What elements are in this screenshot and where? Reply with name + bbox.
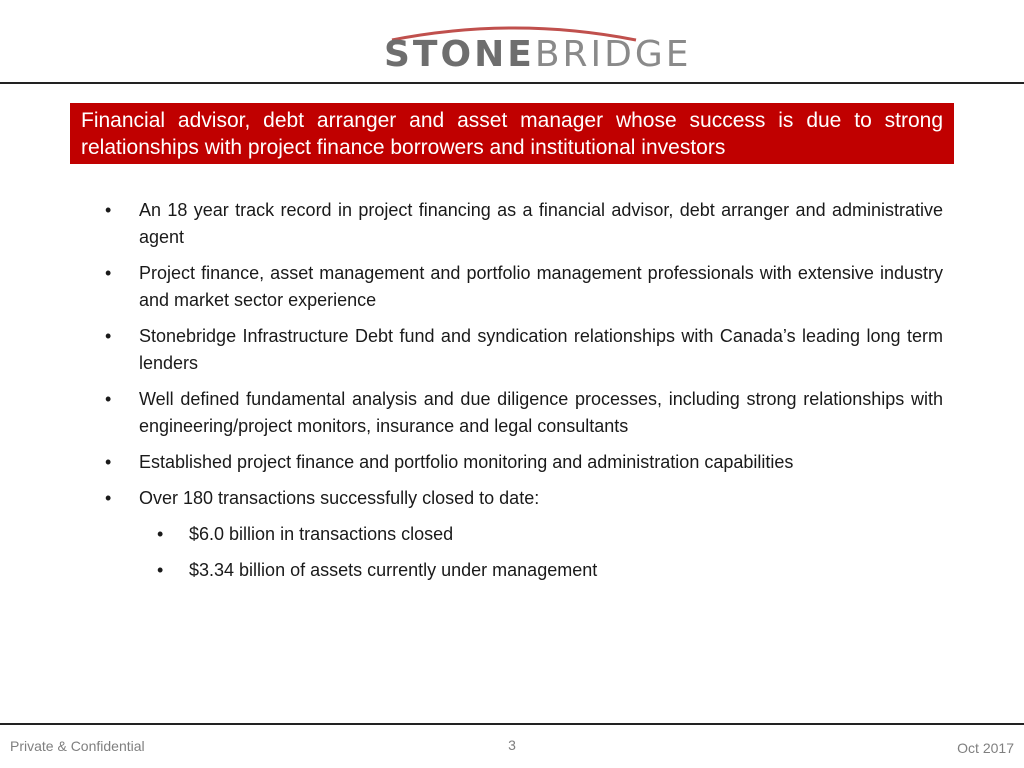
header-divider xyxy=(0,82,1024,84)
logo-text-stone: STONE xyxy=(384,34,535,75)
headline-text: Financial advisor, debt arranger and asset manager whose success is due to strong relationships with project finance borrowers and institutional investors xyxy=(81,109,943,159)
main-content xyxy=(105,197,943,593)
logo-text-bridge: BRIDGE xyxy=(534,34,692,75)
footer-date: Oct 2017 xyxy=(957,740,1014,756)
stonebridge-logo xyxy=(384,14,692,75)
footer-confidential: Private & Confidential xyxy=(10,738,145,754)
bullet-item: • An 18 year track record in project financing as a financial advisor, debt arranger and administrative agent xyxy=(105,197,943,251)
logo-wordmark xyxy=(384,34,692,75)
bullet-list xyxy=(105,197,943,584)
sub-bullet-item: • $3.34 billion of assets currently under management xyxy=(139,557,943,584)
bullet-item: • Well defined fundamental analysis and due diligence processes, including strong relationships with engineering/project monitors, insurance and legal consultants xyxy=(105,386,943,440)
bullet-item: • Stonebridge Infrastructure Debt fund and syndication relationships with Canada’s leading long term lenders xyxy=(105,323,943,377)
page-number: 3 xyxy=(508,737,516,753)
sub-bullet-list xyxy=(139,521,943,584)
bullet-item: • Established project finance and portfolio monitoring and administration capabilities xyxy=(105,449,943,476)
headline-banner xyxy=(70,103,954,164)
bullet-item-text: Over 180 transactions successfully closed to date: xyxy=(139,488,540,508)
sub-bullet-item: • $6.0 billion in transactions closed xyxy=(139,521,943,548)
footer-divider xyxy=(0,723,1024,725)
bullet-item: • Project finance, asset management and portfolio management professionals with extensive industry and market sector experience xyxy=(105,260,943,314)
bullet-item-transactions xyxy=(105,485,943,584)
